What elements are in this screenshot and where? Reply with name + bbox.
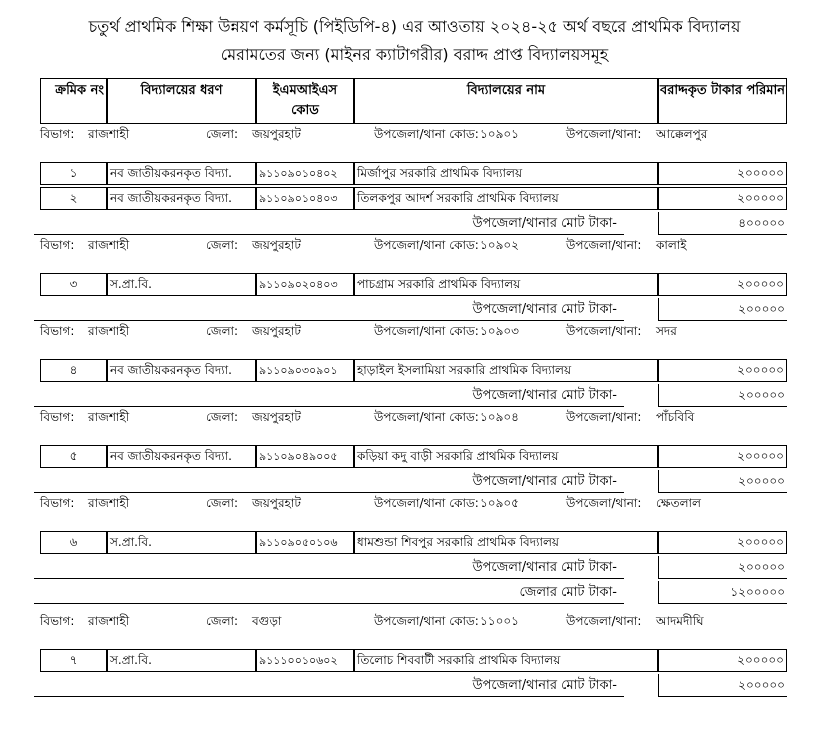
table-row bbox=[40, 649, 787, 672]
upazila-label: উপজেলা/থানা: bbox=[566, 614, 642, 628]
emis-code-cell: ৯১১১০০১০৬০২ bbox=[256, 649, 354, 672]
division-label: বিভাগ: bbox=[40, 496, 75, 510]
header-amount: বরাদ্দকৃত টাকার পরিমান bbox=[658, 78, 787, 124]
upazila-code-value: ১০৯০৪ bbox=[480, 410, 519, 424]
amount-cell: ২০০০০০ bbox=[658, 531, 787, 554]
serial-cell: ৩ bbox=[40, 273, 107, 296]
upazila-label: উপজেলা/থানা: bbox=[566, 410, 642, 424]
upazila-code-label: উপজেলা/থানা কোড: bbox=[374, 238, 479, 252]
division-value: রাজশাহী bbox=[88, 496, 130, 510]
division-value: রাজশাহী bbox=[88, 410, 130, 424]
school-type-cell: নব জাতীয়করনকৃত বিদ্যা. bbox=[107, 445, 256, 468]
upazila-value: আক্কেলপুর bbox=[656, 127, 708, 141]
upazila-total-row bbox=[34, 674, 787, 697]
total-row-underline bbox=[34, 320, 624, 321]
upazila-total-label: উপজেলা/থানার মোট টাকা- bbox=[472, 474, 617, 489]
table-row bbox=[40, 359, 787, 382]
division-label: বিভাগ: bbox=[40, 410, 75, 424]
upazila-code-value: ১০৯০২ bbox=[480, 238, 519, 252]
upazila-code-label: উপজেলা/থানা কোড: bbox=[374, 410, 479, 424]
table-row bbox=[40, 273, 787, 296]
table-row bbox=[40, 162, 787, 185]
district-value: জয়পুরহাট bbox=[252, 127, 301, 141]
location-info-row bbox=[0, 323, 829, 343]
upazila-code-value: ১০৯০৩ bbox=[480, 324, 519, 338]
header-school-name: বিদ্যালয়ের নাম bbox=[354, 78, 658, 124]
total-row-underline bbox=[34, 603, 624, 604]
upazila-value: কালাই bbox=[656, 238, 687, 252]
amount-cell: ২০০০০০ bbox=[658, 359, 787, 382]
school-name-cell: মির্জাপুর সরকারি প্রাথমিক বিদ্যালয় bbox=[354, 162, 658, 185]
total-row-underline bbox=[34, 578, 624, 579]
upazila-total-label: উপজেলা/থানার মোট টাকা- bbox=[472, 388, 617, 403]
serial-cell: ৪ bbox=[40, 359, 107, 382]
division-label: বিভাগ: bbox=[40, 324, 75, 338]
district-value: জয়পুরহাট bbox=[252, 410, 301, 424]
district-total-amount: ১২০০০০০ bbox=[658, 581, 787, 604]
upazila-code-value: ১০৯০১ bbox=[480, 127, 519, 141]
upazila-total-label: উপজেলা/থানার মোট টাকা- bbox=[472, 216, 617, 231]
school-name-cell: ধামশুন্ডা শিবপুর সরকারি প্রাথমিক বিদ্যালয় bbox=[354, 531, 658, 554]
school-name-cell: কড়িয়া কদু বাড়ী সরকারি প্রাথমিক বিদ্যালয় bbox=[354, 445, 658, 468]
upazila-value: পাঁচবিবি bbox=[656, 410, 695, 424]
serial-cell: ৬ bbox=[40, 531, 107, 554]
upazila-label: উপজেলা/থানা: bbox=[566, 238, 642, 252]
upazila-total-row bbox=[34, 384, 787, 407]
emis-code-cell: ৯১১০৯০৩০৯০১ bbox=[256, 359, 354, 382]
upazila-total-amount: ২০০০০০ bbox=[658, 298, 787, 321]
location-info-row bbox=[0, 237, 829, 257]
division-label: বিভাগ: bbox=[40, 238, 75, 252]
upazila-value: ক্ষেতলাল bbox=[656, 496, 701, 510]
upazila-code-label: উপজেলা/থানা কোড: bbox=[374, 496, 479, 510]
district-value: জয়পুরহাট bbox=[252, 238, 301, 252]
upazila-total-label: উপজেলা/থানার মোট টাকা- bbox=[472, 678, 617, 693]
table-row bbox=[40, 187, 787, 210]
upazila-code-label: উপজেলা/থানা কোড: bbox=[374, 127, 479, 141]
serial-cell: ১ bbox=[40, 162, 107, 185]
district-label: জেলা: bbox=[206, 496, 239, 510]
division-value: রাজশাহী bbox=[88, 324, 130, 338]
division-value: রাজশাহী bbox=[88, 127, 130, 141]
school-name-cell: পাচগ্রাম সরকারি প্রাথমিক বিদ্যালয় bbox=[354, 273, 658, 296]
amount-cell: ২০০০০০ bbox=[658, 649, 787, 672]
document-title-line1: চতুর্থ প্রাথমিক শিক্ষা উন্নয়ণ কর্মসূচি (পিইডিপি-৪) এর আওতায় ২০২৪-২৫ অর্থ বছরে প্রাথমিক বিদ্যালয় bbox=[88, 17, 741, 36]
upazila-code-value: ১১০০১ bbox=[480, 614, 519, 628]
emis-code-cell: ৯১১০৯০১০৪০২ bbox=[256, 162, 354, 185]
amount-cell: ২০০০০০ bbox=[658, 187, 787, 210]
district-total-row bbox=[34, 581, 787, 604]
upazila-total-amount: ২০০০০০ bbox=[658, 556, 787, 579]
school-type-cell: নব জাতীয়করনকৃত বিদ্যা. bbox=[107, 187, 256, 210]
upazila-total-row bbox=[34, 470, 787, 493]
location-info-row bbox=[0, 409, 829, 429]
table-row bbox=[40, 531, 787, 554]
school-name-cell: তিলোচ শিববাটী সরকারি প্রাথমিক বিদ্যালয় bbox=[354, 649, 658, 672]
total-row-underline bbox=[34, 696, 624, 697]
school-name-cell: হাড়াইল ইসলামিয়া সরকারি প্রাথমিক বিদ্যালয় bbox=[354, 359, 658, 382]
emis-code-cell: ৯১১০৯০২০৪০৩ bbox=[256, 273, 354, 296]
upazila-value: সদর bbox=[656, 324, 677, 338]
district-label: জেলা: bbox=[206, 410, 239, 424]
amount-cell: ২০০০০০ bbox=[658, 445, 787, 468]
district-total-label: জেলার মোট টাকা- bbox=[519, 585, 617, 600]
emis-code-cell: ৯১১০৯০৫০১০৬ bbox=[256, 531, 354, 554]
school-name-cell: তিলকপুর আদর্শ সরকারি প্রাথমিক বিদ্যালয় bbox=[354, 187, 658, 210]
table-header bbox=[40, 78, 787, 124]
serial-cell: ৫ bbox=[40, 445, 107, 468]
division-value: রাজশাহী bbox=[88, 238, 130, 252]
document-title-line2: মেরামতের জন্য (মাইনর ক্যাটাগরীর) বরাদ্দ প্রাপ্ত বিদ্যালয়সমূহ bbox=[220, 45, 609, 64]
upazila-label: উপজেলা/থানা: bbox=[566, 324, 642, 338]
school-type-cell: স.প্রা.বি. bbox=[107, 531, 256, 554]
district-label: জেলা: bbox=[206, 614, 239, 628]
total-row-underline bbox=[34, 406, 624, 407]
upazila-value: আদমদীঘি bbox=[656, 614, 704, 628]
district-value: বগুড়া bbox=[252, 614, 282, 628]
district-label: জেলা: bbox=[206, 238, 239, 252]
upazila-total-amount: ২০০০০০ bbox=[658, 674, 787, 697]
header-emis-code: ইএমআইএস কোড bbox=[256, 78, 354, 124]
upazila-total-amount: ২০০০০০ bbox=[658, 470, 787, 493]
location-info-row bbox=[0, 495, 829, 515]
upazila-label: উপজেলা/থানা: bbox=[566, 496, 642, 510]
division-value: রাজশাহী bbox=[88, 614, 130, 628]
school-type-cell: স.প্রা.বি. bbox=[107, 273, 256, 296]
district-value: জয়পুরহাট bbox=[252, 324, 301, 338]
district-label: জেলা: bbox=[206, 324, 239, 338]
upazila-label: উপজেলা/থানা: bbox=[566, 127, 642, 141]
upazila-code-value: ১০৯০৫ bbox=[480, 496, 519, 510]
school-type-cell: নব জাতীয়করনকৃত বিদ্যা. bbox=[107, 359, 256, 382]
table-row bbox=[40, 445, 787, 468]
division-label: বিভাগ: bbox=[40, 614, 75, 628]
upazila-code-label: উপজেলা/থানা কোড: bbox=[374, 324, 479, 338]
district-value: জয়পুরহাট bbox=[252, 496, 301, 510]
upazila-total-amount: ২০০০০০ bbox=[658, 384, 787, 407]
school-type-cell: স.প্রা.বি. bbox=[107, 649, 256, 672]
district-label: জেলা: bbox=[206, 127, 239, 141]
upazila-total-row bbox=[34, 212, 787, 235]
division-label: বিভাগ: bbox=[40, 127, 75, 141]
emis-code-cell: ৯১১০৯০১০৪০৩ bbox=[256, 187, 354, 210]
total-row-underline bbox=[34, 234, 624, 235]
amount-cell: ২০০০০০ bbox=[658, 162, 787, 185]
total-row-underline bbox=[34, 492, 624, 493]
location-info-row bbox=[0, 613, 829, 633]
header-serial: ক্রমিক নং bbox=[40, 78, 107, 124]
upazila-total-label: উপজেলা/থানার মোট টাকা- bbox=[472, 302, 617, 317]
serial-cell: ২ bbox=[40, 187, 107, 210]
emis-code-cell: ৯১১০৯০৪৯০০৫ bbox=[256, 445, 354, 468]
upazila-total-amount: ৪০০০০০ bbox=[658, 212, 787, 235]
location-info-row bbox=[0, 126, 829, 146]
header-school-type: বিদ্যালয়ের ধরণ bbox=[107, 78, 256, 124]
amount-cell: ২০০০০০ bbox=[658, 273, 787, 296]
school-type-cell: নব জাতীয়করনকৃত বিদ্যা. bbox=[107, 162, 256, 185]
upazila-total-row bbox=[34, 298, 787, 321]
upazila-total-row bbox=[34, 556, 787, 579]
upazila-total-label: উপজেলা/থানার মোট টাকা- bbox=[472, 560, 617, 575]
upazila-code-label: উপজেলা/থানা কোড: bbox=[374, 614, 479, 628]
serial-cell: ৭ bbox=[40, 649, 107, 672]
